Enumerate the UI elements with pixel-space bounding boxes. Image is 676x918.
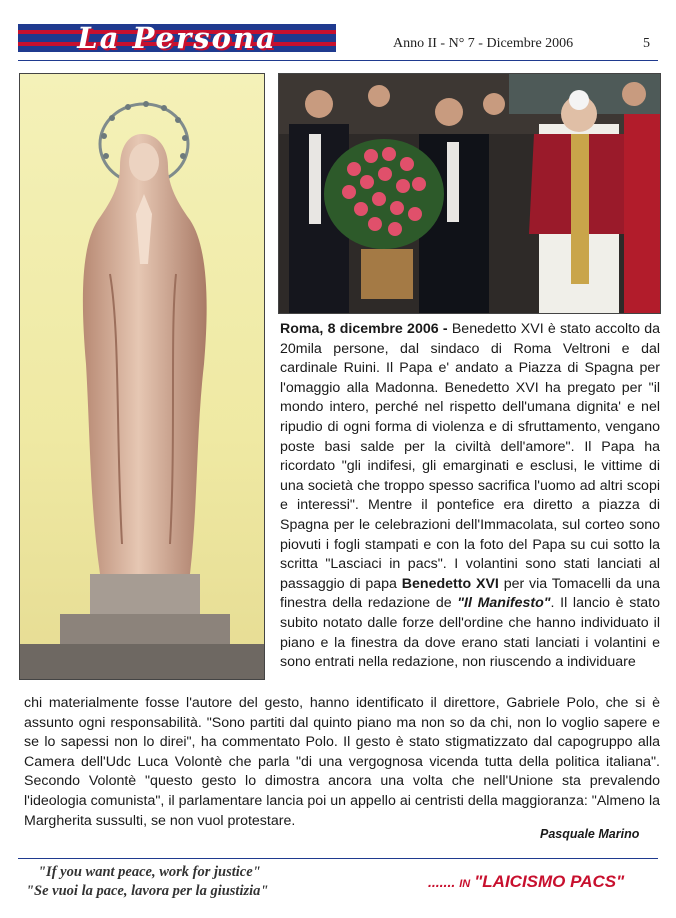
footer-divider (18, 858, 658, 859)
article-bold-paper: "Il Manifesto" (457, 595, 551, 612)
page-number: 5 (643, 36, 650, 51)
article-text: Benedetto XVI è stato accolto da 20mila persone, dal sindaco di Roma Veltroni e dal cardinale Ruini. Il Papa e' andato a Piazza di Spagna per l'omaggio alla Madonna. Benedetto XVI ha pregato per "il mondo intero, perché nel rispetto dell'umana dignita' e nel ripudio di ogni forma di violenza e di sfruttamento, vengano poste basi salde per la civiltà dell'amore". Il Papa ha ricordato "gli indifesi, gli emarginati e esclusi, le vittime di una società che troppo spesso sacrifica l'uomo ad altri scopi e interessi". Mentre il pontefice era diretto a piazza di Spagna per le celebrazioni dell'Immacolata, sul corteo sono piovuti i fogli stampati e con la foto del Papa su cui sotto la scritta "Lasciaci in pacs". I volantini sono stati lanciati al passaggio di papa (280, 321, 660, 592)
article-body-top (280, 320, 660, 673)
issue-info: Anno II - N° 7 - Dicembre 2006 (393, 36, 574, 51)
promo-in: IN (459, 878, 471, 890)
statue-photo (19, 73, 265, 680)
article-text: . Il lancio è stato subito notato dalle forze dell'ordine che hanno individuato il piano e la finestra da dove erano stati lanciati i volantini e sono entrati nella redazione, non riuscendo a individuare (280, 595, 660, 671)
statue-illustration (20, 74, 264, 679)
footer-promo (428, 872, 624, 892)
statue-pedestal (90, 574, 200, 614)
article-text: per via Tomacelli da una finestra della redazione de (280, 575, 660, 612)
pope-illustration (279, 74, 660, 313)
header-divider (18, 60, 658, 61)
masthead (18, 24, 336, 52)
article-paragraph-top (280, 320, 660, 673)
masthead-title: La Persona (77, 24, 277, 52)
article-bold-pope: Benedetto XVI (401, 575, 499, 592)
pope-photo (278, 73, 661, 314)
article-author: Pasquale Marino (540, 827, 640, 841)
footer-quote-english: "If you want peace, work for justice" (38, 864, 261, 880)
article-dateline: Roma, 8 dicembre 2006 - (280, 321, 448, 337)
article-body-bottom (24, 694, 660, 831)
article-paragraph-bottom: chi materialmente fosse l'autore del gesto, hanno identificato il direttore, Gabriele Polo, che si è assunto ogni responsabilità. "Sono partiti dal quinto piano ma non so da chi, non lo voglio sapere e se lo sapessi non lo direi", ha commentato Polo. Il gesto è stato stigmatizzato dal capogruppo alla Camera dell'Udc Luca Volontè che parla "di una vergognosa vicenda tutta della politica italiana". Secondo Volontè "questo gesto lo dimostra ancora una volta che nell'Unione sta prevalendo l'ideologia comunista", il parlamentare lancia poi un appello ai centristi della maggioranza: "Almeno la Margherita sussulti, se non vuol protestare. (24, 695, 660, 829)
promo-title: "LAICISMO PACS" (474, 872, 625, 891)
footer-quote-italian: "Se vuoi la pace, lavora per la giustizia" (26, 883, 269, 899)
promo-dots: ....... (428, 874, 456, 890)
